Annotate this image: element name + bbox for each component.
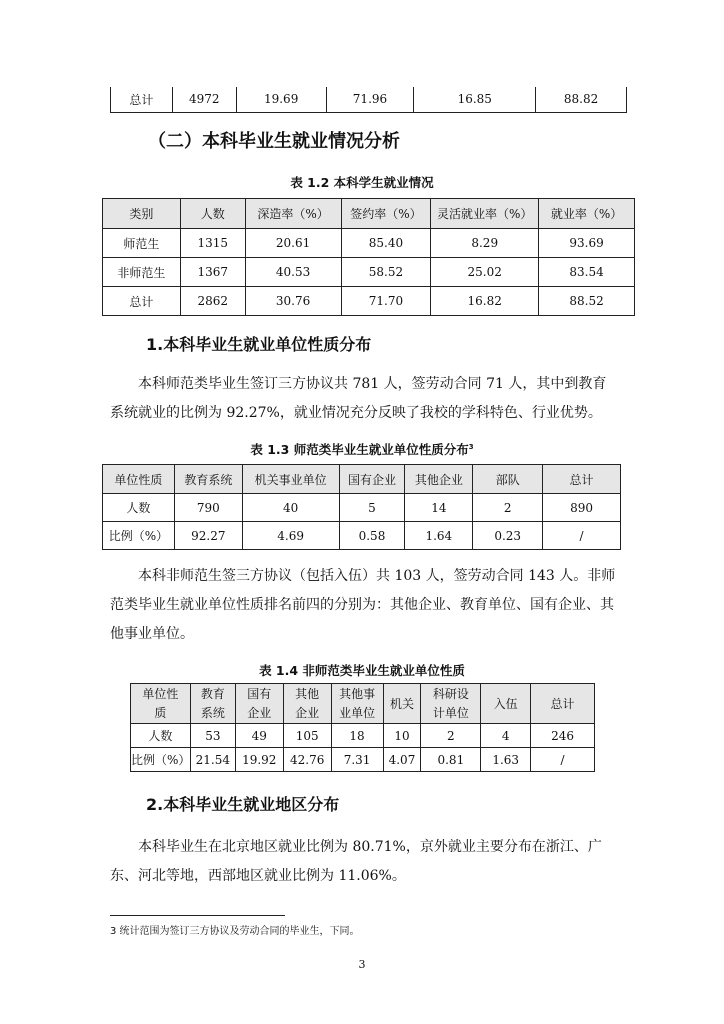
subsection-heading: 1.本科毕业生就业单位性质分布 <box>146 335 372 354</box>
column-header: 其他 企业 <box>283 684 331 724</box>
column-header: 国有企业 <box>339 465 405 494</box>
page-number: 3 <box>358 958 366 971</box>
table-caption: 表 1.2 本科学生就业情况 <box>290 175 434 190</box>
table-cell: 2862 <box>180 287 245 316</box>
table-row <box>131 748 595 772</box>
table-cell: 71.96 <box>326 87 414 112</box>
table-cell: 1.63 <box>481 748 531 772</box>
footnote-divider <box>110 915 285 916</box>
subsection-heading: 2.本科毕业生就业地区分布 <box>146 795 340 814</box>
paragraph: 本科师范类毕业生签订三方协议共 781 人，签劳动合同 71 人，其中到教育系统就业的比例为 92.27%，就业情况充分反映了我校的学科特色、行业优势。 <box>110 376 607 421</box>
table-header-row <box>131 684 595 724</box>
table-cell: 0.58 <box>339 522 405 550</box>
table-cell: 8.29 <box>431 229 539 258</box>
table-cell: 890 <box>543 494 621 522</box>
table-cell: 53 <box>190 724 235 748</box>
table-row <box>103 494 621 522</box>
table-cell: 246 <box>531 724 595 748</box>
table-row <box>103 229 635 258</box>
table-cell: 88.82 <box>536 87 627 112</box>
table-cell: 18 <box>331 724 383 748</box>
table-cell: 20.61 <box>245 229 341 258</box>
table-cell: 5 <box>339 494 405 522</box>
column-header: 人数 <box>180 199 245 229</box>
paragraph: 本科非师范生签三方协议（包括入伍）共 103 人，签劳动合同 143 人。非师范类毕业生就业单位性质排名前四的分别为：其他企业、教育单位、国有企业、其他事业单位。 <box>110 568 616 642</box>
column-header: 部队 <box>473 465 543 494</box>
table-cell: 49 <box>235 724 283 748</box>
column-header: 国有 企业 <box>235 684 283 724</box>
table-cell: 人数 <box>103 494 175 522</box>
table-cell: 42.76 <box>283 748 331 772</box>
table-header-row <box>103 465 621 494</box>
table-cell: / <box>543 522 621 550</box>
table-cell: 92.27 <box>174 522 242 550</box>
column-header: 其他企业 <box>405 465 473 494</box>
table-row <box>111 87 627 112</box>
table-cell: 2 <box>421 724 481 748</box>
table-cell: 16.82 <box>431 287 539 316</box>
column-header: 教育系统 <box>174 465 242 494</box>
column-header: 签约率（%） <box>341 199 431 229</box>
table-cell: 71.70 <box>341 287 431 316</box>
table-cell: 非师范生 <box>103 258 181 287</box>
table-cell: 25.02 <box>431 258 539 287</box>
table-cell: 105 <box>283 724 331 748</box>
table-cell: 1315 <box>180 229 245 258</box>
column-header: 类别 <box>103 199 181 229</box>
column-header: 科研设 计单位 <box>421 684 481 724</box>
table-caption <box>0 440 724 458</box>
table-cell: 19.69 <box>236 87 326 112</box>
column-header: 单位性质 <box>103 465 175 494</box>
table-cell: 总计 <box>111 87 173 112</box>
table-cell: 16.85 <box>414 87 536 112</box>
table-cell: 10 <box>383 724 421 748</box>
table-row <box>131 724 595 748</box>
table-cell: 4.69 <box>242 522 339 550</box>
table-cell: 2 <box>473 494 543 522</box>
teacher-unit-table <box>102 464 621 550</box>
table-cell: 21.54 <box>190 748 235 772</box>
footnote: 3 统计范围为签订三方协议及劳动合同的毕业生，下同。 <box>110 926 360 937</box>
column-header: 总计 <box>543 465 621 494</box>
table-cell: 4 <box>481 724 531 748</box>
table-cell: 比例（%） <box>103 522 175 550</box>
column-header: 就业率（%） <box>539 199 635 229</box>
table-header-row <box>103 199 635 229</box>
table-cell: 30.76 <box>245 287 341 316</box>
column-header: 总计 <box>531 684 595 724</box>
table-cell: / <box>531 748 595 772</box>
continuation-table <box>110 87 627 113</box>
table-cell: 4.07 <box>383 748 421 772</box>
table-row <box>103 287 635 316</box>
table-cell: 1367 <box>180 258 245 287</box>
table-caption: 表 1.4 非师范类毕业生就业单位性质 <box>259 663 465 678</box>
column-header: 入伍 <box>481 684 531 724</box>
column-header: 机关事业单位 <box>242 465 339 494</box>
column-header: 教育 系统 <box>190 684 235 724</box>
table-cell: 58.52 <box>341 258 431 287</box>
table-cell: 0.81 <box>421 748 481 772</box>
table-row <box>103 258 635 287</box>
column-header: 深造率（%） <box>245 199 341 229</box>
column-header: 单位性 质 <box>131 684 191 724</box>
table-cell: 7.31 <box>331 748 383 772</box>
table-cell: 790 <box>174 494 242 522</box>
table-cell: 93.69 <box>539 229 635 258</box>
table-row <box>103 522 621 550</box>
table-cell: 比例（%） <box>131 748 191 772</box>
table-cell: 40.53 <box>245 258 341 287</box>
column-header: 其他事 业单位 <box>331 684 383 724</box>
table-cell: 19.92 <box>235 748 283 772</box>
footnote-mark: 3 <box>468 442 474 451</box>
table-cell: 40 <box>242 494 339 522</box>
table-cell: 1.64 <box>405 522 473 550</box>
table-caption-text: 表 1.3 师范类毕业生就业单位性质分布 <box>250 442 469 457</box>
section-heading: （二）本科毕业生就业情况分析 <box>148 131 400 152</box>
table-cell: 4972 <box>172 87 236 112</box>
table-cell: 总计 <box>103 287 181 316</box>
table-cell: 师范生 <box>103 229 181 258</box>
table-cell: 0.23 <box>473 522 543 550</box>
column-header: 灵活就业率（%） <box>431 199 539 229</box>
non-teacher-unit-table <box>130 683 595 772</box>
paragraph: 本科毕业生在北京地区就业比例为 80.71%，京外就业主要分布在浙江、广东、河北等地，西部地区就业比例为 11.06%。 <box>110 839 602 884</box>
column-header: 机关 <box>383 684 421 724</box>
table-cell: 人数 <box>131 724 191 748</box>
table-cell: 83.54 <box>539 258 635 287</box>
table-cell: 88.52 <box>539 287 635 316</box>
table-cell: 14 <box>405 494 473 522</box>
table-cell: 85.40 <box>341 229 431 258</box>
employment-table <box>102 198 635 316</box>
